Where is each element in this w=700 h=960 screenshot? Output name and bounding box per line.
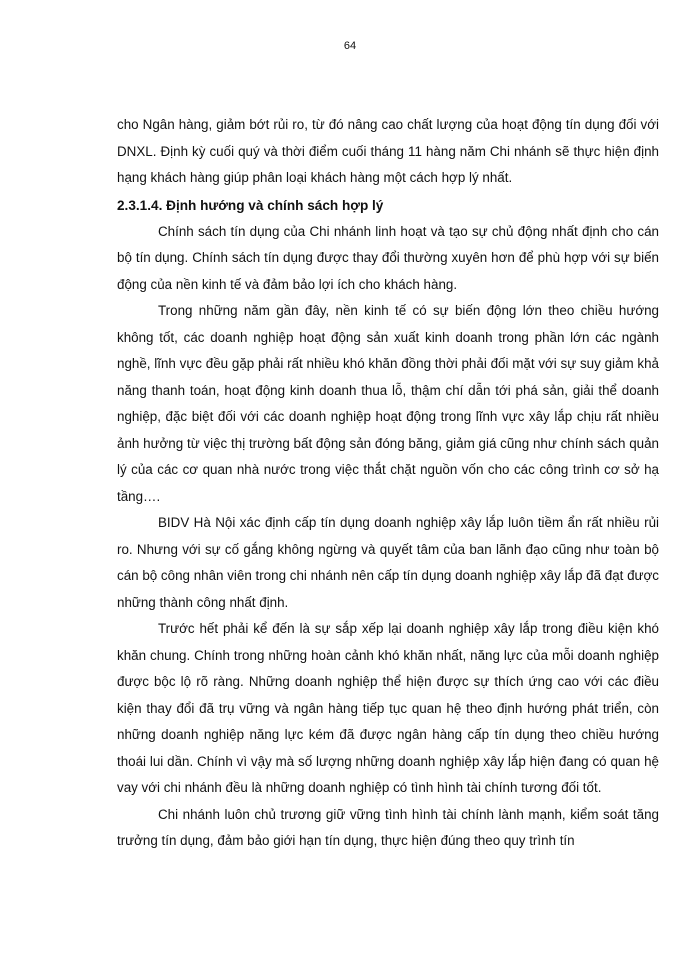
paragraph-economy: Trong những năm gần đây, nền kinh tế có sự biến động lớn theo chiều hướng không tốt, các doanh nghiệp hoạt động sản xuất kinh doanh trong phần lớn các ngành nghề, lĩnh vực đều gặp phải rất nhiều khó khăn đồng thời phải đối mặt với sự suy giảm khả năng thanh toán, hoạt động kinh doanh thua lỗ, thậm chí dẫn tới phá sản, giải thể doanh nghiệp, đặc biệt đối với các doanh nghiệp hoạt động trong lĩnh vực xây lắp chịu rất nhiều ảnh hưởng từ việc thị trường bất động sản đóng băng, giảm giá cũng như chính sách quản lý của các cơ quan nhà nước trong việc thắt chặt nguồn vốn cho các công trình cơ sở hạ tầng…. xyxy=(117,303,659,504)
document-body xyxy=(117,112,659,855)
paragraph-restructuring: Trước hết phải kể đến là sự sắp xếp lại doanh nghiệp xây lắp trong điều kiện khó khăn chung. Chính trong những hoàn cảnh khó khăn nhất, năng lực của mỗi doanh nghiệp được bộc lộ rõ ràng. Những doanh nghiệp thể hiện được sự thích ứng cao với các điều kiện thay đổi đã trụ vững và ngân hàng tiếp tục quan hệ theo định hướng phát triển, còn những doanh nghiệp năng lực kém đã được ngân hàng cấp tín dụng theo chiều hướng thoái lui dần. Chính vì vậy mà số lượng những doanh nghiệp xây lắp hiện đang có quan hệ vay với chi nhánh đều là những doanh nghiệp có tình hình tài chính tương đối tốt. xyxy=(117,621,659,795)
paragraph-bidv: BIDV Hà Nội xác định cấp tín dụng doanh nghiệp xây lắp luôn tiềm ẩn rất nhiều rủi ro. Nhưng với sự cố gắng không ngừng và quyết tâm của ban lãnh đạo cũng như toàn bộ cán bộ công nhân viên trong chi nhánh nên cấp tín dụng doanh nghiệp xây lắp đã đạt được những thành công nhất định. xyxy=(117,515,659,610)
paragraph-branch-policy: Chi nhánh luôn chủ trương giữ vững tình hình tài chính lành mạnh, kiểm soát tăng trưởng tín dụng, đảm bảo giới hạn tín dụng, thực hiện đúng theo quy trình tín xyxy=(117,806,659,848)
section-heading: 2.3.1.4. Định hướng và chính sách hợp lý xyxy=(117,197,384,213)
page-number: 64 xyxy=(343,40,357,52)
paragraph-credit-policy: Chính sách tín dụng của Chi nhánh linh hoạt và tạo sự chủ động nhất định cho cán bộ tín dụng. Chính sách tín dụng được thay đổi thường xuyên hơn để phù hợp với sự biến động của nền kinh tế và đảm bảo lợi ích cho khách hàng. xyxy=(117,223,659,292)
paragraph-continued: cho Ngân hàng, giảm bớt rủi ro, từ đó nâng cao chất lượng của hoạt động tín dụng đối với DNXL. Định kỳ cuối quý và thời điểm cuối tháng 11 hàng năm Chi nhánh sẽ thực hiện định hạng khách hàng giúp phân loại khách hàng một cách hợp lý nhất. xyxy=(117,117,659,185)
